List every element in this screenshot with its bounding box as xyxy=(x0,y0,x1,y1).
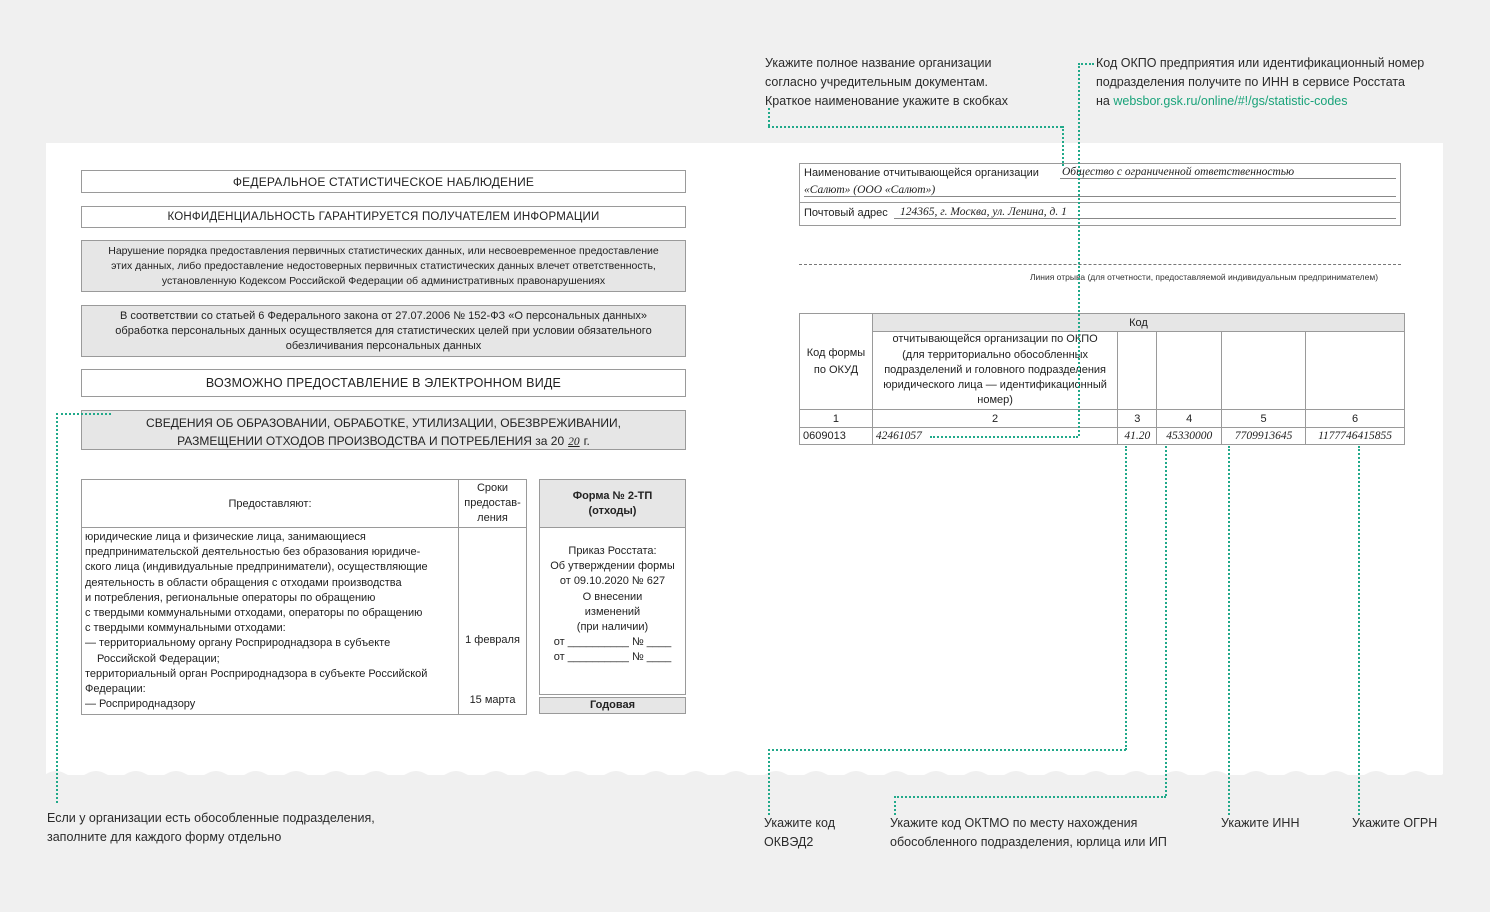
col-number-1: 1 xyxy=(800,410,873,428)
info-title: СВЕДЕНИЯ ОБ ОБРАЗОВАНИИ, ОБРАБОТКЕ, УТИЛИЗАЦИИ, ОБЕЗВРЕЖИВАНИИ, РАЗМЕЩЕНИИ ОТХОДОВ ПРОИЗВОДСТВА И ПОТРЕБЛЕНИЯ за 20 20 г. xyxy=(81,410,686,450)
ogrn-value: 1177746415855 xyxy=(1306,428,1405,445)
col-number-2: 2 xyxy=(872,410,1117,428)
tear-line xyxy=(799,264,1401,265)
code-header: Код xyxy=(872,314,1404,332)
terms-cell: 1 февраля 15 марта xyxy=(459,528,527,715)
connector-okved-a xyxy=(1125,446,1127,750)
statistic-codes-link[interactable]: websbor.gsk.ru/online/#!/gs/statistic-codes xyxy=(1113,94,1348,108)
okved-value: 41.20 xyxy=(1118,428,1157,445)
providers-table xyxy=(81,479,527,715)
form-number: Форма № 2-ТП (отходы) xyxy=(540,480,685,528)
providers-header: Предоставляют: xyxy=(82,480,459,528)
connector-branches-a xyxy=(56,413,111,415)
col-number-3: 3 xyxy=(1118,410,1157,428)
okpo-value: 42461057 xyxy=(872,428,1117,445)
torn-edge xyxy=(46,768,1443,782)
terms-header: Сроки предостав- ления xyxy=(459,480,527,528)
okpo-note: Код ОКПО предприятия или идентификационный номер подразделения получите по ИНН в сервисе Росстата на websbor.gsk.ru/online/#!/gs/statistic-codes xyxy=(1096,56,1425,108)
org-name-note: Укажите полное название организации согласно учредительным документам. Краткое наименование укажите в скобках xyxy=(765,56,1008,108)
connector-oktmo-a xyxy=(1165,446,1167,796)
connector-org-a xyxy=(768,108,770,126)
connector-org-b xyxy=(768,126,1062,128)
connector-oktmo-c xyxy=(894,796,896,815)
codes-table xyxy=(799,313,1405,445)
electronic-banner: ВОЗМОЖНО ПРЕДОСТАВЛЕНИЕ В ЭЛЕКТРОННОМ ВИДЕ xyxy=(81,369,686,397)
connector-branches-b xyxy=(56,413,58,803)
inn-note: Укажите ИНН xyxy=(1221,816,1300,830)
connector-org-c xyxy=(1062,126,1064,166)
okved-note: Укажите код ОКВЭД2 xyxy=(764,816,836,849)
address-value: 124365, г. Москва, ул. Ленина, д. 1 xyxy=(894,206,1396,219)
connector-ogrn xyxy=(1358,446,1360,815)
period-label: Годовая xyxy=(539,697,686,714)
okud-value: 0609013 xyxy=(800,428,873,445)
order-info: Приказ Росстата: Об утверждении формы от 09.10.2020 № 627 О внесении изменений (при наличии) от __________ № ____ от __________ № ____ xyxy=(550,545,675,664)
col-number-4: 4 xyxy=(1157,410,1222,428)
violation-notice: Нарушение порядка предоставления первичных статистических данных, или несвоевременное предоставление этих данных, либо предоставление недостоверных первичных статистических данных влечет ответственность, установленную Кодексом Российской Федерации об административных правонарушениях xyxy=(81,240,686,292)
col-number-5: 5 xyxy=(1222,410,1306,428)
providers-list: юридические лица и физические лица, занимающиеся предпринимательской деятельностью без образования юридиче- ского лица (индивидуальные предприниматели), осуществляющие деятельность в области обращения с отходами производства и потребления, региональные операторы по обращению с твердыми коммунальными отходами, операторы по обращению с твердыми коммунальными отходами: — территориальному органу Росприроднадзора в субъекте Российской Федерации; территориальный орган Росприроднадзора в субъекте Российской Федерации: — Росприроднадзору xyxy=(82,528,459,715)
connector-okpo-c xyxy=(930,436,1078,438)
branches-note: Если у организации есть обособленные подразделения, заполните для каждого форму отдельно xyxy=(47,811,375,844)
okud-header: Код формы по ОКУД xyxy=(800,314,873,410)
connector-okved-b xyxy=(768,749,1126,751)
ogrn-note: Укажите ОГРН xyxy=(1352,816,1438,830)
connector-okved-c xyxy=(768,749,770,815)
tear-line-caption: Линия отрыва (для отчетности, предоставляемой индивидуальным предпринимателем) xyxy=(1029,272,1379,282)
confidential-banner: КОНФИДЕНЦИАЛЬНОСТЬ ГАРАНТИРУЕТСЯ ПОЛУЧАТЕЛЕМ ИНФОРМАЦИИ xyxy=(81,206,686,228)
connector-oktmo-b xyxy=(894,796,1166,798)
organization-box: Наименование отчитывающейся организации Общество с ограниченной ответственностью «Салют» (ООО «Салют») Почтовый адрес 124365, г. Москва, ул. Ленина, д. 1 xyxy=(799,163,1401,226)
org-short-name-value: «Салют» (ООО «Салют») xyxy=(804,184,1396,197)
inn-value: 7709913645 xyxy=(1222,428,1306,445)
col-number-6: 6 xyxy=(1306,410,1405,428)
oktmo-value: 45330000 xyxy=(1157,428,1222,445)
org-name-value: Общество с ограниченной ответственностью xyxy=(1060,166,1396,179)
oktmo-note: Укажите код ОКТМО по месту нахождения обособленного подразделения, юрлица или ИП xyxy=(890,816,1167,849)
year-value: 20 xyxy=(568,436,580,448)
connector-okpo-b xyxy=(1078,63,1080,436)
personal-data-notice: В соответствии со статьей 6 Федерального закона от 27.07.2006 № 152-ФЗ «О персональных данных» обработка персональных данных осуществляется для статистических целей при условии обязательного обезличивания персональных данных xyxy=(81,305,686,357)
connector-okpo-a xyxy=(1078,63,1094,65)
okpo-header: отчитывающейся организации по ОКПО (для территориально обособленных подразделений и головного подразделения юридического лица — идентификационный номер) xyxy=(872,332,1117,410)
federal-observation-title: ФЕДЕРАЛЬНОЕ СТАТИСТИЧЕСКОЕ НАБЛЮДЕНИЕ xyxy=(81,170,686,193)
connector-inn xyxy=(1228,446,1230,815)
form-info-box xyxy=(539,479,686,695)
